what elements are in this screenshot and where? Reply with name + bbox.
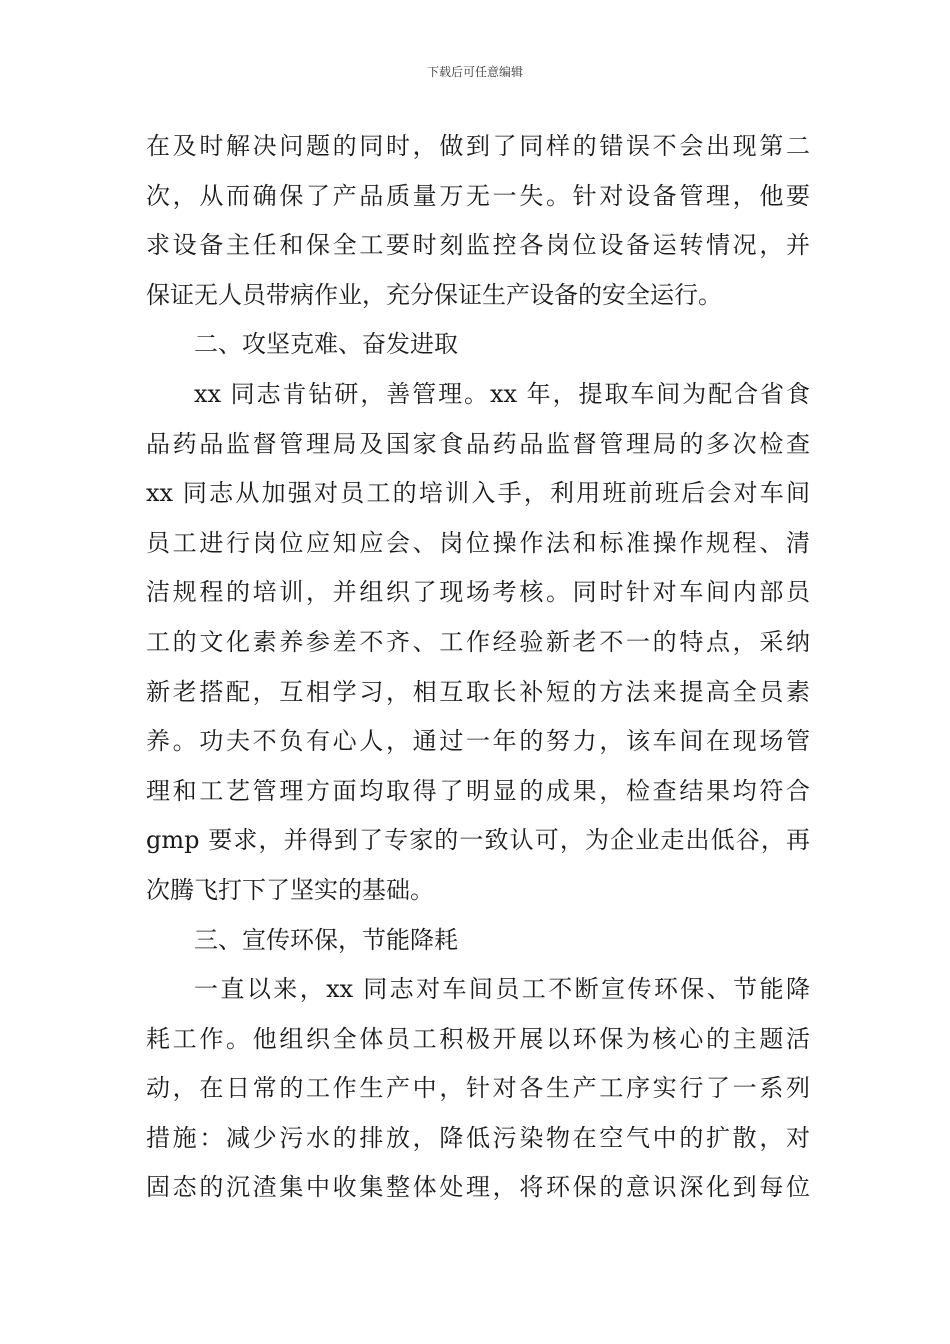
section-heading: 二、攻坚克难、奋发进取 xyxy=(194,330,458,359)
text-line: 洁规程的培训，并组织了现场考核。同时针对车间内部员 xyxy=(146,578,810,607)
text-line: 次腾飞打下了坚实的基础。 xyxy=(146,875,434,904)
text-line: 员工进行岗位应知应会、岗位操作法和标准操作规程、清 xyxy=(146,528,810,557)
text-line: 次，从而确保了产品质量万无一失。针对设备管理，他要 xyxy=(146,181,810,210)
text-line: 措施：减少污水的排放，降低污染物在空气中的扩散，对 xyxy=(146,1123,810,1152)
document-body xyxy=(146,122,810,1213)
text-line: xx 同志从加强对员工的培训入手，利用班前班后会对车间 xyxy=(146,479,810,508)
text-line: gmp 要求，并得到了专家的一致认可，为企业走出低谷，再 xyxy=(146,826,810,855)
text-line: 一直以来，xx 同志对车间员工不断宣传环保、节能降 xyxy=(194,975,810,1004)
text-line: 求设备主任和保全工要时刻监控各岗位设备运转情况，并 xyxy=(146,231,810,260)
text-line: xx 同志肯钻研，善管理。xx 年，提取车间为配合省食 xyxy=(194,379,810,408)
text-line: 固态的沉渣集中收集整体处理，将环保的意识深化到每位 xyxy=(146,1173,810,1202)
text-line: 动，在日常的工作生产中，针对各生产工序实行了一系列 xyxy=(146,1074,810,1103)
text-line: 品药品监督管理局及国家食品药品监督管理局的多次检查 xyxy=(146,429,810,458)
text-line: 养。功夫不负有心人，通过一年的努力，该车间在现场管 xyxy=(146,727,810,756)
text-line: 理和工艺管理方面均取得了明显的成果，检查结果均符合 xyxy=(146,776,810,805)
page-header: 下载后可任意编辑 xyxy=(426,65,523,79)
text-line: 保证无人员带病作业，充分保证生产设备的安全运行。 xyxy=(146,280,722,309)
text-line: 耗工作。他组织全体员工积极开展以环保为核心的主题活 xyxy=(146,1024,810,1053)
text-line: 在及时解决问题的同时，做到了同样的错误不会出现第二 xyxy=(146,132,810,160)
text-line: 工的文化素养参差不齐、工作经验新老不一的特点，采纳 xyxy=(146,627,810,656)
section-heading: 三、宣传环保，节能降耗 xyxy=(194,925,458,954)
text-line: 新老搭配，互相学习，相互取长补短的方法来提高全员素 xyxy=(146,677,810,706)
